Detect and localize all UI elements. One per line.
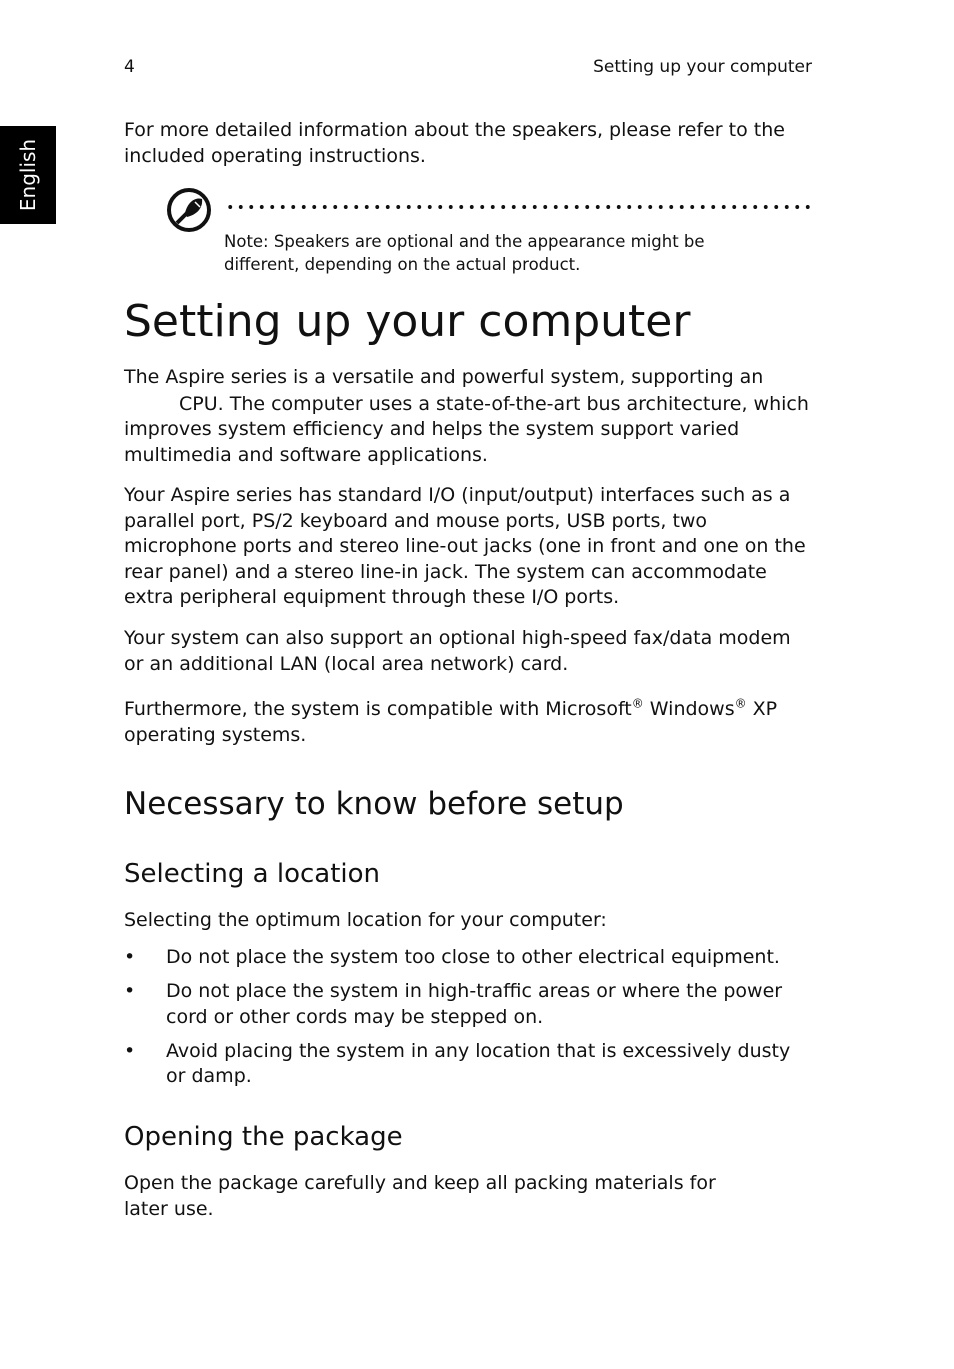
list-item xyxy=(124,945,814,971)
paragraph-aspire-overview-line1: The Aspire series is a versatile and powerful system, supporting an xyxy=(124,366,764,388)
paragraph-io-interfaces: Your Aspire series has standard I/O (input/output) interfaces such as a parallel port, PS/2 keyboard and mouse ports, USB ports, two microphone ports and stereo line-out jacks (one in front and one on the rear panel) and a stereo line-in jack. The system can accommodate extra peripheral equipment through these I/O ports. xyxy=(124,484,806,608)
list-item xyxy=(124,1039,814,1090)
location-bullet-list xyxy=(124,945,814,1098)
package-paragraph-line1: Open the package carefully and keep all packing materials for xyxy=(124,1172,716,1194)
paragraph-aspire-overview xyxy=(124,365,814,468)
paragraph-os-compatibility xyxy=(124,697,814,748)
list-item-text: Do not place the system too close to other electrical equipment. xyxy=(166,946,780,968)
registered-mark: ® xyxy=(631,696,644,711)
intro-paragraph: For more detailed information about the speakers, please refer to the included operating instructions. xyxy=(124,119,785,167)
list-item-text: Do not place the system in high-traffic areas or where the power cord or other cords may be stepped on. xyxy=(166,980,783,1028)
note-body: Speakers are optional and the appearance might be different, depending on the actual product. xyxy=(224,232,705,274)
subheading-selecting-location: Selecting a location xyxy=(124,859,381,889)
package-paragraph xyxy=(124,1171,814,1222)
os-text-part2: Windows xyxy=(643,698,735,720)
note-text xyxy=(224,230,784,276)
registered-mark: ® xyxy=(734,696,747,711)
os-text-part1: Furthermore, the system is compatible with Microsoft xyxy=(124,698,632,720)
package-paragraph-line2: later use. xyxy=(124,1197,214,1220)
paragraph-modem-lan: Your system can also support an optional high-speed fax/data modem or an additional LAN (local area network) card. xyxy=(124,627,791,675)
paragraph-aspire-overview-rest: CPU. The computer uses a state-of-the-art bus architecture, which improves system efficiency and helps the system support varied multimedia and software applications. xyxy=(124,392,809,466)
pen-note-icon xyxy=(166,187,212,233)
bullet-icon: • xyxy=(124,946,136,968)
language-tab xyxy=(0,126,56,224)
note-dotted-rule xyxy=(225,204,813,210)
list-item-text: Avoid placing the system in any location that is excessively dusty or damp. xyxy=(166,1039,791,1087)
bullet-icon: • xyxy=(124,1039,136,1062)
section-heading-before-setup: Necessary to know before setup xyxy=(124,786,624,822)
language-tab-label: English xyxy=(16,138,40,212)
running-header-title: Setting up your computer xyxy=(593,57,812,77)
page-number: 4 xyxy=(124,57,135,77)
list-item xyxy=(124,979,814,1030)
note-label: Note: xyxy=(224,232,269,251)
location-intro: Selecting the optimum location for your computer: xyxy=(124,909,607,931)
subheading-opening-package: Opening the package xyxy=(124,1122,403,1152)
bullet-icon: • xyxy=(124,980,136,1002)
page-title: Setting up your computer xyxy=(124,296,691,347)
os-text-part3: XP operating systems. xyxy=(124,698,778,746)
